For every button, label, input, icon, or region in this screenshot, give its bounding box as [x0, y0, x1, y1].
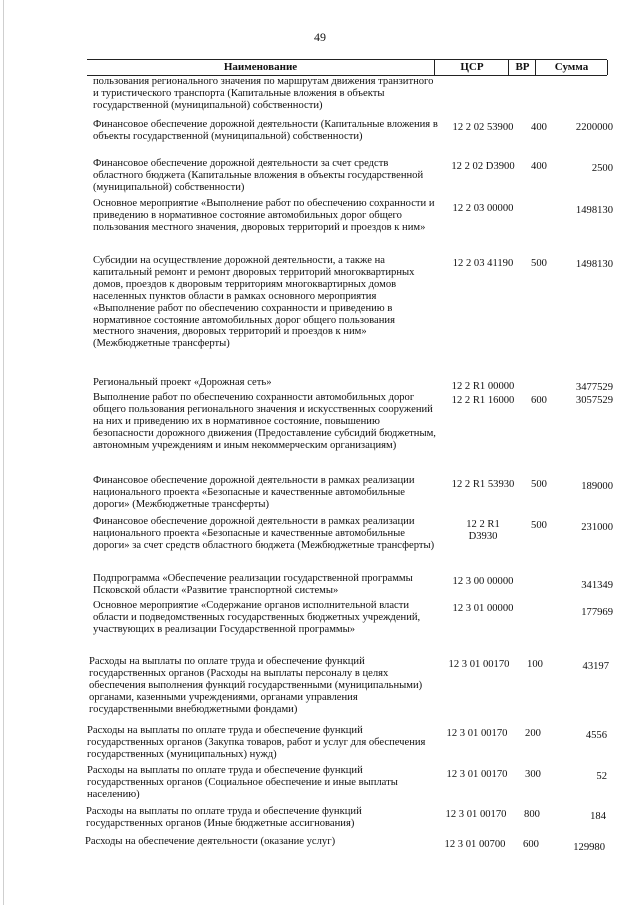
row-vr: 800 — [524, 809, 540, 820]
row-sum: 184 — [590, 811, 606, 822]
row-sum: 3057529 — [575, 395, 613, 406]
page-number: 49 — [314, 30, 326, 44]
table-header — [87, 59, 607, 76]
row-code: 12 2 03 41190 — [452, 258, 514, 269]
row-name: Подпрограмма «Обеспечение реализации государственной программы Псковской области «Развитие транспортной системы» — [93, 573, 413, 596]
row-sum: 43197 — [582, 661, 609, 672]
row-code: 12 3 01 00000 — [452, 603, 514, 614]
row-name: Расходы на выплаты по оплате труда и обеспечение функций государственных органов (Социальное обеспечение и иные выплаты населению) — [87, 765, 398, 800]
row-sum: 4556 — [585, 730, 607, 741]
row-vr: 100 — [527, 659, 543, 670]
row-name: Расходы на обеспечение деятельности (оказание услуг) — [85, 836, 336, 847]
row-sum: 129980 — [573, 842, 605, 853]
row-vr: 500 — [531, 258, 547, 269]
row-sum: 52 — [596, 771, 607, 782]
row-name: Региональный проект «Дорожная сеть» — [93, 377, 272, 388]
row-name: Финансовое обеспечение дорожной деятельности в рамках реализации национального проекта «Безопасные и качественные автомобильные дороги» (Межбюджетные трансферты) — [93, 475, 415, 510]
row-code: 12 3 01 00170 — [446, 769, 508, 780]
row-vr: 600 — [531, 395, 547, 406]
row-code: 12 2 R1 D3930 — [466, 519, 500, 542]
row-code: 12 3 01 00700 — [444, 839, 506, 850]
scan-edge — [3, 0, 4, 905]
row-sum: 2200000 — [575, 122, 613, 133]
row-sum: 1498130 — [575, 259, 613, 270]
row-code: 12 2 R1 00000 — [451, 381, 515, 392]
header-name: Наименование — [223, 61, 298, 73]
row-sum: 341349 — [581, 580, 613, 591]
row-code: 12 2 03 00000 — [452, 203, 514, 214]
row-name: Расходы на выплаты по оплате труда и обеспечение функций государственных органов (Закупка товаров, работ и услуг для обеспечения государственных (муниципальных) нужд) — [87, 725, 426, 760]
row-vr: 500 — [531, 520, 547, 531]
row-code: 12 2 R1 16000 — [451, 395, 515, 406]
row-code: 12 3 00 00000 — [452, 576, 514, 587]
row-vr: 400 — [531, 122, 547, 133]
row-vr: 400 — [531, 161, 547, 172]
row-name: Выполнение работ по обеспечению сохранности автомобильных дорог общего пользования регионального значения и искусственных сооружений на них и приведению их в нормативное состояние, повышению безопасности дорожного движения (Предоставление субсидий бюджетным, автономным учреждениям и иным некоммерческим организациям) — [93, 392, 436, 451]
row-vr: 300 — [525, 769, 541, 780]
row-name: Субсидии на осуществление дорожной деятельности, а также на капитальный ремонт и ремонт дворовых территорий многоквартирных домов, проездов к дворовым территориям многоквартирных домов населенных пунктов области в рамках основного мероприятия «Выполнение работ по обеспечению сохранности и приведению в нормативное состояние автомобильных дорог общего пользования местного значения, дворовых территорий и проездов к ним» (Межбюджетные трансферты) — [93, 255, 415, 350]
row-sum: 231000 — [581, 522, 613, 533]
row-name: Расходы на выплаты по оплате труда и обеспечение функций государственных органов (Расходы на выплаты персоналу в целях обеспечения выполнения функций государственными (муниципальными) органами, казенными учреждениями, органами управления государственными внебюджетными фондами) — [89, 656, 423, 715]
row-vr: 200 — [525, 728, 541, 739]
row-sum: 1498130 — [575, 205, 613, 216]
row-code: 12 3 01 00170 — [448, 659, 510, 670]
header-sum: Сумма — [535, 60, 608, 75]
row-code: 12 3 01 00170 — [446, 728, 508, 739]
row-name: Финансовое обеспечение дорожной деятельности в рамках реализации национального проекта «Безопасные и качественные автомобильные дороги» за счет средств областного бюджета (Межбюджетные трансферты) — [93, 516, 435, 551]
row-vr: 600 — [523, 839, 539, 850]
row-name: Расходы на выплаты по оплате труда и обеспечение функций государственных органов (Иные бюджетные ассигнования) — [86, 806, 362, 829]
row-code: 12 2 02 53900 — [452, 122, 514, 133]
row-sum: 189000 — [581, 481, 613, 492]
row-code: 12 3 01 00170 — [445, 809, 507, 820]
row-sum: 2500 — [591, 163, 613, 174]
row-name: пользования регионального значения по маршрутам движения транзитного и туристического транспорта (Капитальные вложения в объекты государственной (муниципальной) собственности) — [93, 76, 434, 111]
row-name: Финансовое обеспечение дорожной деятельности за счет средств областного бюджета (Капитальные вложения в объекты государственной (муниципальной) собственности) — [93, 158, 424, 193]
row-name: Основное мероприятие «Содержание органов исполнительной власти области и подведомственных государственных бюджетных учреждений, участвующих в реализации Государственной программы» — [93, 600, 421, 635]
row-code: 12 2 R1 53930 — [451, 479, 515, 490]
row-sum: 3477529 — [575, 382, 613, 393]
header-vr: ВР — [508, 60, 536, 75]
row-sum: 177969 — [581, 607, 613, 618]
row-name: Основное мероприятие «Выполнение работ по обеспечению сохранности и приведению в нормативное состояние автомобильных дорог общего пользования местного значения, дворовых территорий и проездов к ним» — [93, 198, 435, 233]
row-vr: 500 — [531, 479, 547, 490]
row-code: 12 2 02 D3900 — [451, 161, 515, 172]
header-csr: ЦСР — [434, 60, 509, 75]
row-name: Финансовое обеспечение дорожной деятельности (Капитальные вложения в объекты государственной (муниципальной) собственности) — [93, 119, 438, 142]
